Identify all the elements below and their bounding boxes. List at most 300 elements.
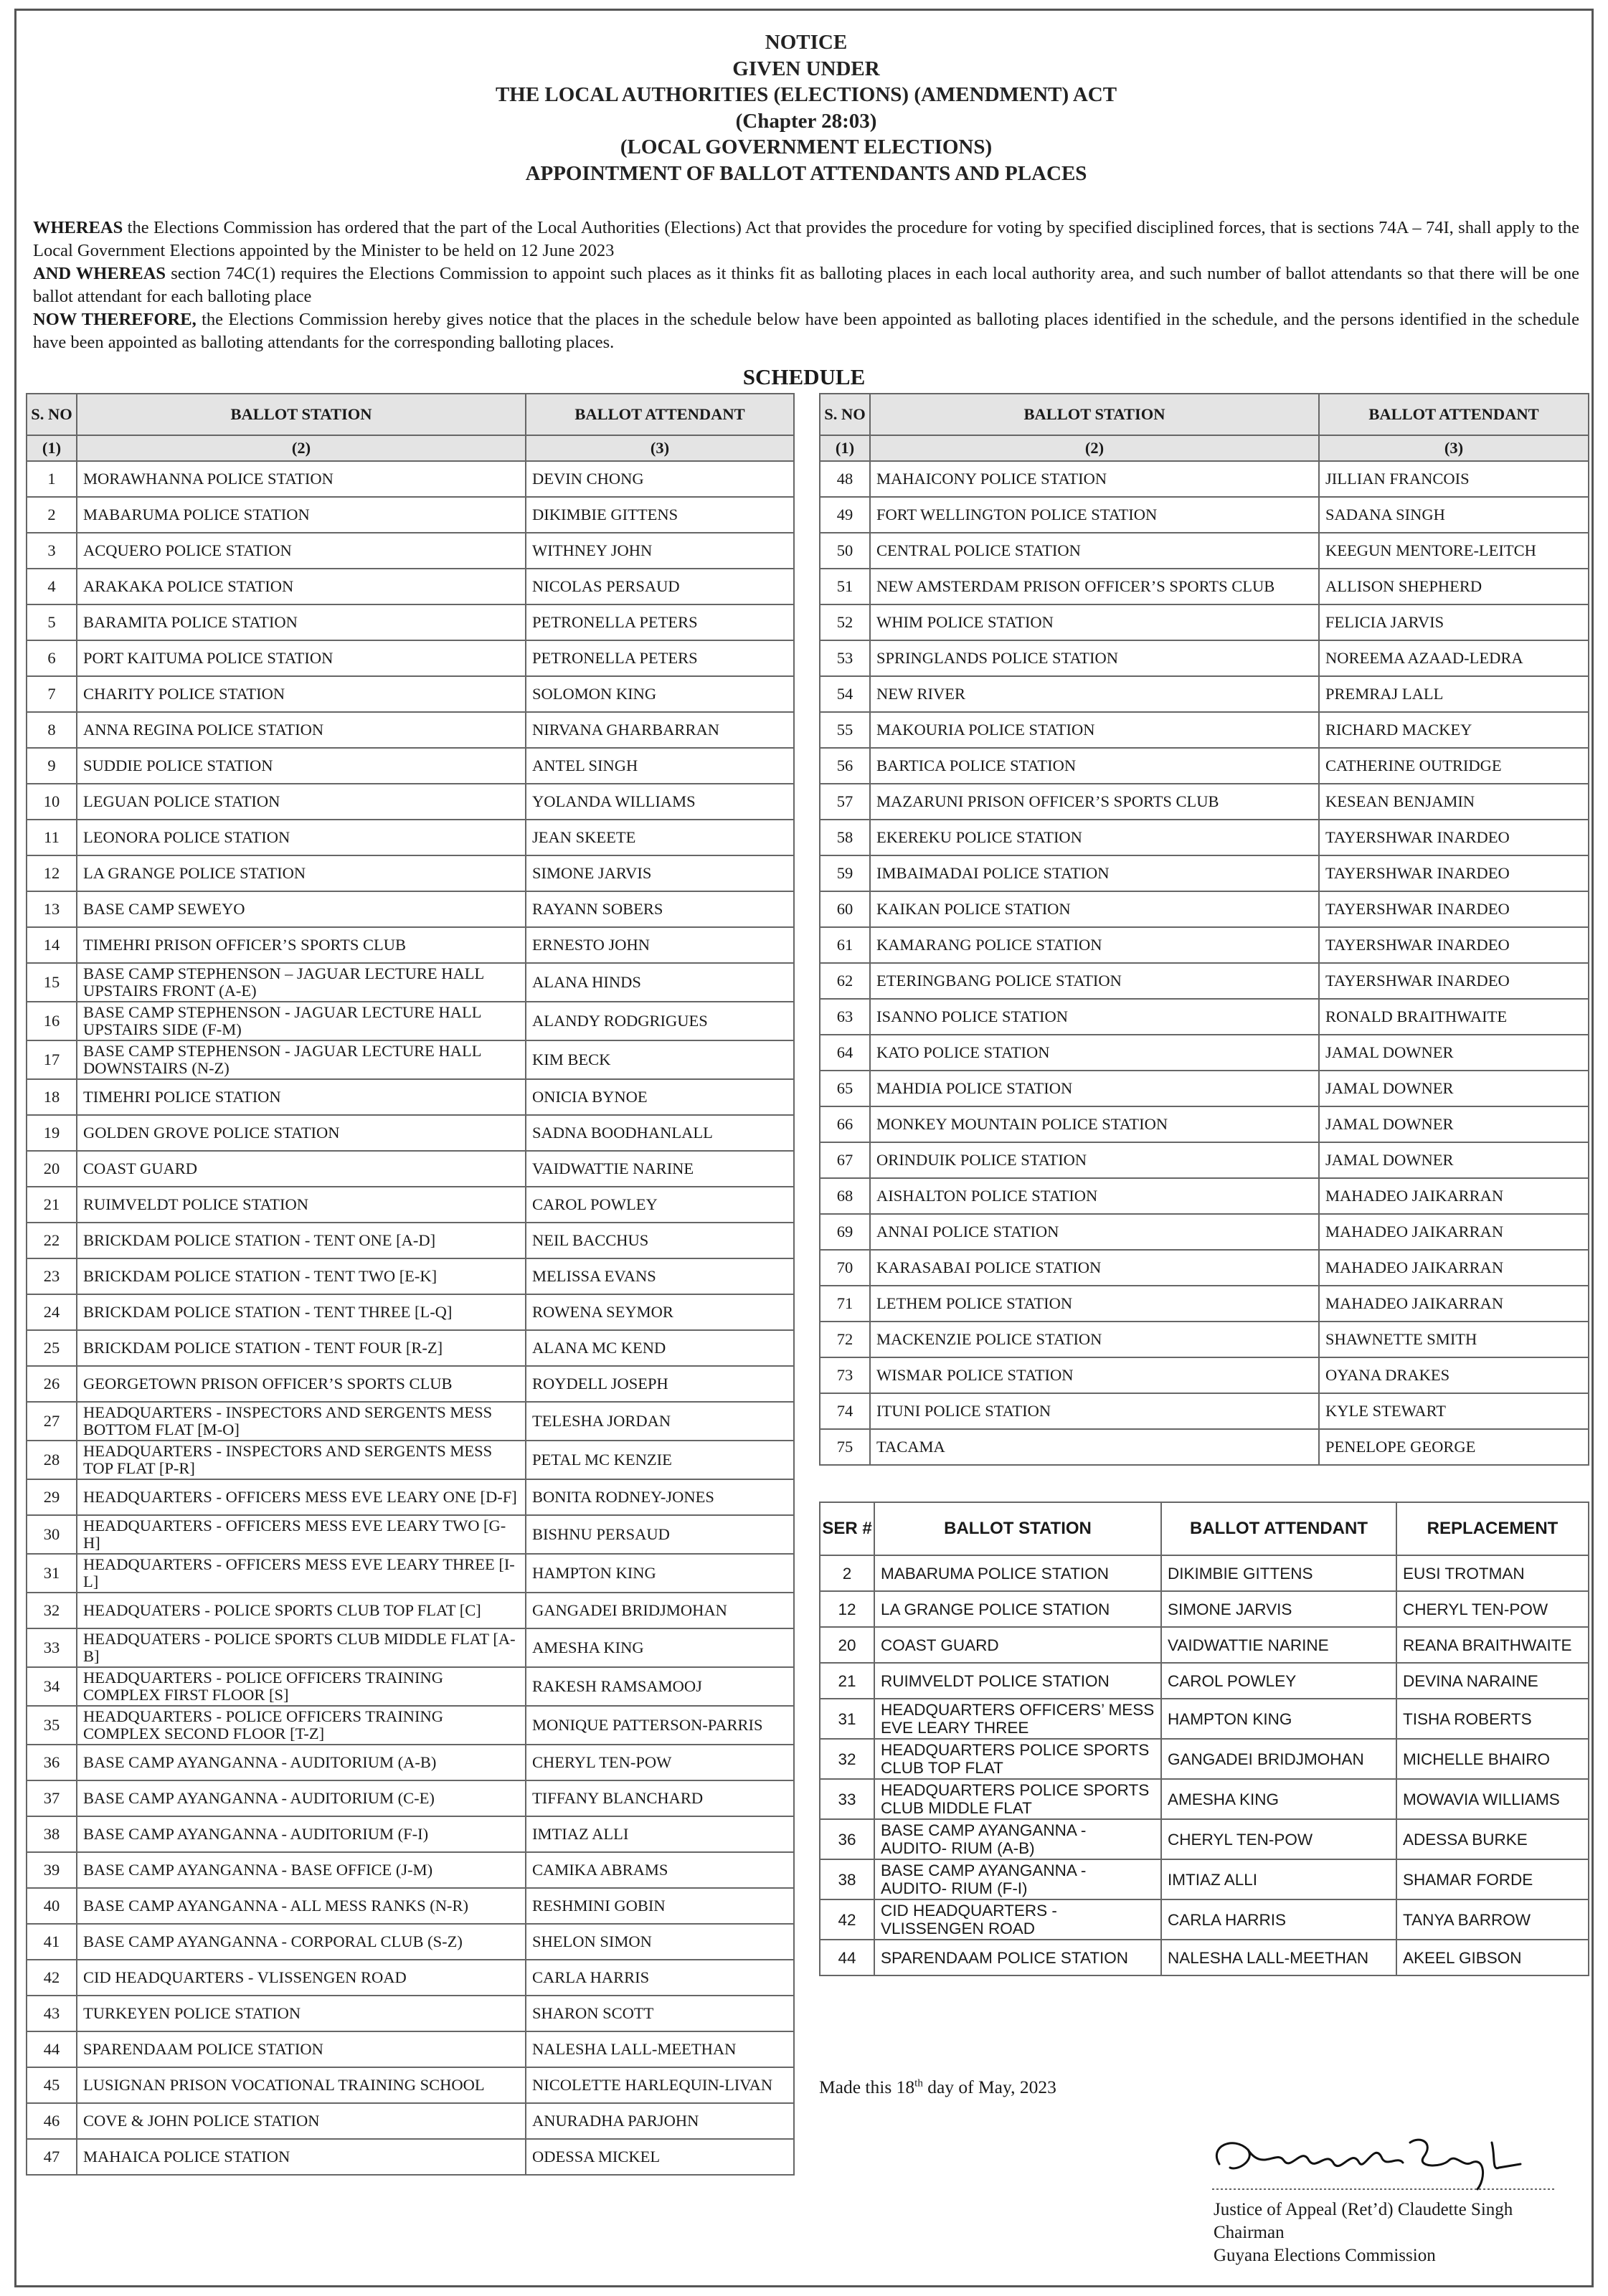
serial-number-cell: 43	[27, 1996, 77, 2031]
replacement-cell: ADESSA BURKE	[1396, 1819, 1589, 1859]
ballot-attendant-cell: GANGADEI BRIDJMOHAN	[1161, 1739, 1396, 1779]
ballot-station-cell: COAST GUARD	[77, 1151, 526, 1187]
ballot-station-cell: HEADQUARTERS POLICE SPORTS CLUB TOP FLAT	[874, 1739, 1161, 1779]
serial-number-cell: 36	[27, 1745, 77, 1780]
ballot-station-cell: HEADQUATERS - POLICE SPORTS CLUB MIDDLE FLAT [A-B]	[77, 1628, 526, 1667]
table-row	[27, 1780, 794, 1816]
replacement-cell: SHAMAR FORDE	[1396, 1859, 1589, 1899]
ballot-station-cell: ARAKAKA POLICE STATION	[77, 569, 526, 604]
ballot-attendant-cell: RONALD BRAITHWAITE	[1319, 999, 1589, 1035]
serial-number-cell: 25	[27, 1330, 77, 1366]
ballot-station-cell: HEADQUARTERS POLICE SPORTS CLUB MIDDLE FLAT	[874, 1779, 1161, 1819]
serial-number-cell: 54	[820, 676, 870, 712]
ballot-attendant-cell: YOLANDA WILLIAMS	[526, 784, 794, 820]
serial-number-cell: 7	[27, 676, 77, 712]
table-row	[27, 1816, 794, 1852]
serial-number-cell: 73	[820, 1357, 870, 1393]
ballot-attendant-cell: ROWENA SEYMOR	[526, 1294, 794, 1330]
ballot-station-cell: ANNA REGINA POLICE STATION	[77, 712, 526, 748]
preamble-text	[33, 217, 1579, 354]
table-row	[27, 2139, 794, 2175]
ballot-attendant-cell: MONIQUE PATTERSON-PARRIS	[526, 1706, 794, 1745]
serial-number-cell: 53	[820, 640, 870, 676]
ballot-station-cell: BASE CAMP AYANGANNA - CORPORAL CLUB (S-Z)	[77, 1924, 526, 1960]
ballot-station-cell: HEADQUARTERS - OFFICERS MESS EVE LEARY ONE [D-F]	[77, 1479, 526, 1515]
ballot-station-cell: KAIKAN POLICE STATION	[870, 891, 1319, 927]
table-row	[820, 855, 1589, 891]
ballot-station-cell: LEGUAN POLICE STATION	[77, 784, 526, 820]
table-row	[27, 497, 794, 533]
serial-number-cell: 71	[820, 1286, 870, 1322]
ballot-attendant-cell: HAMPTON KING	[526, 1554, 794, 1593]
serial-number-cell: 13	[27, 891, 77, 927]
ser-header: SER #	[820, 1502, 874, 1555]
ballot-station-cell: BRICKDAM POLICE STATION - TENT ONE [A-D]	[77, 1223, 526, 1258]
ballot-attendant-cell: CARLA HARRIS	[526, 1960, 794, 1996]
serial-number-cell: 5	[27, 604, 77, 640]
ballot-station-cell: HEADQUARTERS - INSPECTORS AND SERGENTS MESS TOP FLAT [P-R]	[77, 1441, 526, 1479]
repl-attendant-header: BALLOT ATTENDANT	[1161, 1502, 1396, 1555]
serial-number-cell: 4	[27, 569, 77, 604]
serial-number-cell: 70	[820, 1250, 870, 1286]
serial-number-cell: 3	[27, 533, 77, 569]
table-row	[820, 999, 1589, 1035]
made-ordinal: th	[914, 2077, 923, 2089]
made-prefix: Made this 18	[819, 2077, 915, 2097]
serial-number-cell: 27	[27, 1402, 77, 1441]
ballot-attendant-cell: MAHADEO JAIKARRAN	[1319, 1214, 1589, 1250]
ballot-attendant-cell: JAMAL DOWNER	[1319, 1035, 1589, 1071]
ballot-station-cell: NEW RIVER	[870, 676, 1319, 712]
ballot-attendant-cell: MAHADEO JAIKARRAN	[1319, 1250, 1589, 1286]
table-row	[820, 1071, 1589, 1106]
table-row	[27, 1441, 794, 1479]
serial-number-cell: 15	[27, 963, 77, 1002]
ballot-attendant-cell: ANURADHA PARJOHN	[526, 2103, 794, 2139]
serial-number-cell: 34	[27, 1667, 77, 1706]
serial-number-cell: 28	[27, 1441, 77, 1479]
ballot-attendant-cell: RICHARD MACKEY	[1319, 712, 1589, 748]
table-row	[27, 1040, 794, 1079]
ballot-station-cell: KAMARANG POLICE STATION	[870, 927, 1319, 963]
table-row	[820, 1322, 1589, 1357]
ballot-station-cell: PORT KAITUMA POLICE STATION	[77, 640, 526, 676]
header-line: (Chapter 28:03)	[735, 109, 877, 133]
now-therefore-lead: NOW THEREFORE,	[33, 310, 197, 329]
ballot-attendant-cell: SADANA SINGH	[1319, 497, 1589, 533]
now-therefore-text: the Elections Commission hereby gives notice that the places in the schedule below have been appointed as balloting places identified in the schedule, and the persons identified in the schedule have been appointed as balloting attendants for the corresponding balloting places.	[33, 310, 1579, 352]
table-row	[820, 1214, 1589, 1250]
table-row	[27, 2103, 794, 2139]
replacement-cell: TISHA ROBERTS	[1396, 1699, 1589, 1739]
ballot-attendant-cell: TAYERSHWAR INARDEO	[1319, 820, 1589, 855]
ballot-attendant-cell: JAMAL DOWNER	[1319, 1071, 1589, 1106]
ballot-attendant-cell: BONITA RODNEY-JONES	[526, 1479, 794, 1515]
attendant-header: BALLOT ATTENDANT	[1319, 394, 1589, 435]
and-whereas-lead: AND WHEREAS	[33, 264, 166, 283]
ballot-attendant-cell: CAROL POWLEY	[526, 1187, 794, 1223]
and-whereas-paragraph	[33, 262, 1579, 308]
table-row	[27, 855, 794, 891]
serial-number-cell: 55	[820, 712, 870, 748]
ballot-station-cell: BRICKDAM POLICE STATION - TENT THREE [L-Q]	[77, 1294, 526, 1330]
ser-number-cell: 2	[820, 1555, 874, 1591]
ballot-attendant-cell: ROYDELL JOSEPH	[526, 1366, 794, 1402]
ballot-attendant-cell: OYANA DRAKES	[1319, 1357, 1589, 1393]
serial-number-cell: 18	[27, 1079, 77, 1115]
ballot-attendant-cell: DEVIN CHONG	[526, 461, 794, 497]
replacement-rows	[820, 1555, 1589, 1975]
ballot-station-cell: MABARUMA POLICE STATION	[874, 1555, 1161, 1591]
ballot-attendant-cell: VAIDWATTIE NARINE	[1161, 1627, 1396, 1663]
table-row	[820, 1859, 1589, 1899]
ballot-station-cell: FORT WELLINGTON POLICE STATION	[870, 497, 1319, 533]
table-row	[27, 1996, 794, 2031]
table-row	[820, 1286, 1589, 1322]
ballot-attendant-cell: NEIL BACCHUS	[526, 1223, 794, 1258]
ballot-station-cell: AISHALTON POLICE STATION	[870, 1178, 1319, 1214]
ballot-station-cell: SPARENDAAM POLICE STATION	[77, 2031, 526, 2067]
table-row	[27, 1593, 794, 1628]
ballot-attendant-cell: CHERYL TEN-POW	[526, 1745, 794, 1780]
ballot-attendant-cell: ALANDY RODGRIGUES	[526, 1002, 794, 1040]
ballot-station-cell: RUIMVELDT POLICE STATION	[77, 1187, 526, 1223]
serial-number-cell: 58	[820, 820, 870, 855]
ballot-attendant-cell: MAHADEO JAIKARRAN	[1319, 1286, 1589, 1322]
ballot-attendant-cell: SOLOMON KING	[526, 676, 794, 712]
ballot-attendant-cell: NICOLAS PERSAUD	[526, 569, 794, 604]
table-row	[27, 1294, 794, 1330]
ballot-attendant-cell: VAIDWATTIE NARINE	[526, 1151, 794, 1187]
serial-number-cell: 74	[820, 1393, 870, 1429]
serial-number-cell: 35	[27, 1706, 77, 1745]
header-line: APPOINTMENT OF BALLOT ATTENDANTS AND PLACES	[525, 161, 1087, 185]
serial-number-cell: 23	[27, 1258, 77, 1294]
ser-number-cell: 36	[820, 1819, 874, 1859]
column-number: (1)	[27, 435, 77, 461]
table-row	[27, 891, 794, 927]
ballot-station-cell: ISANNO POLICE STATION	[870, 999, 1319, 1035]
serial-number-cell: 17	[27, 1040, 77, 1079]
table-row	[27, 1515, 794, 1554]
ser-number-cell: 32	[820, 1739, 874, 1779]
signature-image	[1205, 2128, 1564, 2193]
table-row	[820, 784, 1589, 820]
table-row	[820, 927, 1589, 963]
serial-number-cell: 62	[820, 963, 870, 999]
serial-number-cell: 21	[27, 1187, 77, 1223]
table-row	[820, 1940, 1589, 1975]
ser-number-cell: 12	[820, 1591, 874, 1627]
ballot-attendant-cell: ALANA MC KEND	[526, 1330, 794, 1366]
ser-number-cell: 42	[820, 1899, 874, 1940]
ballot-attendant-cell: SHARON SCOTT	[526, 1996, 794, 2031]
ballot-attendant-cell: CARLA HARRIS	[1161, 1899, 1396, 1940]
table-row	[27, 820, 794, 855]
serial-number-cell: 33	[27, 1628, 77, 1667]
serial-number-cell: 51	[820, 569, 870, 604]
table-row	[27, 1888, 794, 1924]
serial-number-cell: 69	[820, 1214, 870, 1250]
replacement-table	[819, 1502, 1589, 1976]
ballot-station-cell: HEADQUATERS - POLICE SPORTS CLUB TOP FLAT [C]	[77, 1593, 526, 1628]
ballot-attendant-cell: PETAL MC KENZIE	[526, 1441, 794, 1479]
table-row	[27, 461, 794, 497]
table-row	[27, 1960, 794, 1996]
serial-number-cell: 19	[27, 1115, 77, 1151]
schedule-title: SCHEDULE	[742, 364, 866, 389]
ballot-station-cell: EKEREKU POLICE STATION	[870, 820, 1319, 855]
serial-number-cell: 59	[820, 855, 870, 891]
table-row	[820, 1591, 1589, 1627]
serial-number-cell: 40	[27, 1888, 77, 1924]
ballot-station-cell: SPRINGLANDS POLICE STATION	[870, 640, 1319, 676]
ballot-station-cell: MABARUMA POLICE STATION	[77, 497, 526, 533]
ballot-attendant-cell: KESEAN BENJAMIN	[1319, 784, 1589, 820]
table-row	[27, 1667, 794, 1706]
ballot-station-cell: BARTICA POLICE STATION	[870, 748, 1319, 784]
serial-number-cell: 11	[27, 820, 77, 855]
ballot-station-cell: HEADQUARTERS - OFFICERS MESS EVE LEARY THREE [I-L]	[77, 1554, 526, 1593]
ballot-attendant-cell: SHELON SIMON	[526, 1924, 794, 1960]
table-row	[27, 604, 794, 640]
ballot-station-cell: BARAMITA POLICE STATION	[77, 604, 526, 640]
ballot-attendant-cell: KIM BECK	[526, 1040, 794, 1079]
ser-number-cell: 21	[820, 1663, 874, 1699]
serial-number-cell: 45	[27, 2067, 77, 2103]
serial-number-cell: 10	[27, 784, 77, 820]
serial-number-cell: 50	[820, 533, 870, 569]
column-number: (3)	[1319, 435, 1589, 461]
ballot-attendant-cell: ANTEL SINGH	[526, 748, 794, 784]
serial-number-cell: 60	[820, 891, 870, 927]
serial-number-cell: 20	[27, 1151, 77, 1187]
ballot-attendant-cell: PETRONELLA PETERS	[526, 640, 794, 676]
ballot-station-cell: RUIMVELDT POLICE STATION	[874, 1663, 1161, 1699]
table-row	[27, 1706, 794, 1745]
ballot-station-cell: LEONORA POLICE STATION	[77, 820, 526, 855]
ballot-attendant-cell: AMESHA KING	[526, 1628, 794, 1667]
table-row	[27, 533, 794, 569]
serial-number-cell: 44	[27, 2031, 77, 2067]
header-line: GIVEN UNDER	[732, 57, 880, 80]
ballot-station-cell: MAHAICONY POLICE STATION	[870, 461, 1319, 497]
serial-number-cell: 39	[27, 1852, 77, 1888]
replacement-cell: CHERYL TEN-POW	[1396, 1591, 1589, 1627]
table-row	[27, 963, 794, 1002]
table-row	[820, 569, 1589, 604]
ballot-attendant-cell: TAYERSHWAR INARDEO	[1319, 927, 1589, 963]
ballot-station-cell: BASE CAMP AYANGANNA - BASE OFFICE (J-M)	[77, 1852, 526, 1888]
ballot-attendant-cell: NOREEMA AZAAD-LEDRA	[1319, 640, 1589, 676]
serial-number-cell: 6	[27, 640, 77, 676]
replacement-cell: AKEEL GIBSON	[1396, 1940, 1589, 1975]
serial-number-cell: 16	[27, 1002, 77, 1040]
ballot-attendant-cell: CATHERINE OUTRIDGE	[1319, 748, 1589, 784]
serial-number-cell: 1	[27, 461, 77, 497]
table-row	[820, 1142, 1589, 1178]
ballot-attendant-cell: CHERYL TEN-POW	[1161, 1819, 1396, 1859]
replacement-cell: MICHELLE BHAIRO	[1396, 1739, 1589, 1779]
ballot-station-cell: HEADQUARTERS OFFICERS’ MESS EVE LEARY THREE	[874, 1699, 1161, 1739]
ballot-station-cell: ITUNI POLICE STATION	[870, 1393, 1319, 1429]
ballot-attendant-cell: SIMONE JARVIS	[526, 855, 794, 891]
ballot-station-cell: COVE & JOHN POLICE STATION	[77, 2103, 526, 2139]
ser-number-cell: 33	[820, 1779, 874, 1819]
table-row	[27, 1924, 794, 1960]
table-row	[27, 927, 794, 963]
table-row	[820, 820, 1589, 855]
table-row	[820, 533, 1589, 569]
ballot-station-cell: BASE CAMP AYANGANNA - AUDITORIUM (C-E)	[77, 1780, 526, 1816]
serial-number-cell: 49	[820, 497, 870, 533]
ballot-attendant-cell: ERNESTO JOHN	[526, 927, 794, 963]
serial-number-cell: 46	[27, 2103, 77, 2139]
ballot-station-cell: BASE CAMP STEPHENSON - JAGUAR LECTURE HALL DOWNSTAIRS (N-Z)	[77, 1040, 526, 1079]
ballot-attendant-cell: MAHADEO JAIKARRAN	[1319, 1178, 1589, 1214]
ballot-attendant-cell: DIKIMBIE GITTENS	[526, 497, 794, 533]
table-row	[27, 1402, 794, 1441]
ballot-attendant-cell: IMTIAZ ALLI	[526, 1816, 794, 1852]
ballot-attendant-cell: SHAWNETTE SMITH	[1319, 1322, 1589, 1357]
ballot-attendant-cell: NIRVANA GHARBARRAN	[526, 712, 794, 748]
serial-number-cell: 32	[27, 1593, 77, 1628]
table-row	[820, 1429, 1589, 1465]
ballot-attendant-cell: HAMPTON KING	[1161, 1699, 1396, 1739]
serial-number-cell: 37	[27, 1780, 77, 1816]
serial-number-cell: 24	[27, 1294, 77, 1330]
table-row	[820, 1106, 1589, 1142]
ballot-attendant-cell: FELICIA JARVIS	[1319, 604, 1589, 640]
table-row	[820, 963, 1589, 999]
table-row	[27, 748, 794, 784]
replacement-cell: TANYA BARROW	[1396, 1899, 1589, 1940]
ser-number-cell: 20	[820, 1627, 874, 1663]
table-row	[820, 712, 1589, 748]
serial-number-cell: 22	[27, 1223, 77, 1258]
whereas-lead: WHEREAS	[33, 218, 123, 237]
table-row	[820, 1663, 1589, 1699]
ballot-station-cell: NEW AMSTERDAM PRISON OFFICER’S SPORTS CLUB	[870, 569, 1319, 604]
table-row	[820, 1899, 1589, 1940]
ballot-attendant-cell: TIFFANY BLANCHARD	[526, 1780, 794, 1816]
ballot-station-cell: HEADQUARTERS - POLICE OFFICERS TRAINING COMPLEX SECOND FLOOR [T-Z]	[77, 1706, 526, 1745]
repl-station-header: BALLOT STATION	[874, 1502, 1161, 1555]
ballot-station-cell: ANNAI POLICE STATION	[870, 1214, 1319, 1250]
table-row	[820, 1699, 1589, 1739]
table-row	[820, 891, 1589, 927]
serial-number-cell: 61	[820, 927, 870, 963]
table-row	[27, 712, 794, 748]
ballot-station-cell: ACQUERO POLICE STATION	[77, 533, 526, 569]
table-row	[27, 1554, 794, 1593]
ballot-station-cell: CID HEADQUARTERS - VLISSENGEN ROAD	[874, 1899, 1161, 1940]
ballot-attendant-cell: JAMAL DOWNER	[1319, 1142, 1589, 1178]
table-row	[27, 1258, 794, 1294]
table-row	[820, 1035, 1589, 1071]
station-header: BALLOT STATION	[77, 394, 526, 435]
made-suffix: day of May, 2023	[922, 2077, 1056, 2097]
ballot-station-cell: BRICKDAM POLICE STATION - TENT FOUR [R-Z]	[77, 1330, 526, 1366]
serial-number-cell: 12	[27, 855, 77, 891]
table-row	[820, 1393, 1589, 1429]
ballot-station-cell: TURKEYEN POLICE STATION	[77, 1996, 526, 2031]
table-row	[27, 1366, 794, 1402]
ballot-attendant-cell: RESHMINI GOBIN	[526, 1888, 794, 1924]
ballot-attendant-cell: NICOLETTE HARLEQUIN-LIVAN	[526, 2067, 794, 2103]
schedule-table-right	[819, 393, 1589, 1466]
table-row	[27, 784, 794, 820]
ballot-attendant-cell: SADNA BOODHANLALL	[526, 1115, 794, 1151]
ballot-station-cell: MAZARUNI PRISON OFFICER’S SPORTS CLUB	[870, 784, 1319, 820]
serial-number-cell: 42	[27, 1960, 77, 1996]
header-line: (LOCAL GOVERNMENT ELECTIONS)	[620, 136, 993, 158]
ballot-attendant-cell: IMTIAZ ALLI	[1161, 1859, 1396, 1899]
table-row	[27, 1187, 794, 1223]
serial-number-cell: 52	[820, 604, 870, 640]
table-row	[820, 1779, 1589, 1819]
table-row	[27, 2067, 794, 2103]
ser-number-cell: 44	[820, 1940, 874, 1975]
ballot-station-cell: CID HEADQUARTERS - VLISSENGEN ROAD	[77, 1960, 526, 1996]
ballot-station-cell: COAST GUARD	[874, 1627, 1161, 1663]
ballot-attendant-cell: TAYERSHWAR INARDEO	[1319, 891, 1589, 927]
serial-number-cell: 29	[27, 1479, 77, 1515]
table-row	[820, 461, 1589, 497]
ballot-station-cell: LETHEM POLICE STATION	[870, 1286, 1319, 1322]
table-row	[27, 1628, 794, 1667]
ballot-station-cell: CHARITY POLICE STATION	[77, 676, 526, 712]
table-row	[820, 748, 1589, 784]
ballot-attendant-cell: ONICIA BYNOE	[526, 1079, 794, 1115]
table-row	[820, 1178, 1589, 1214]
ballot-station-cell: MAHDIA POLICE STATION	[870, 1071, 1319, 1106]
ballot-station-cell: LA GRANGE POLICE STATION	[874, 1591, 1161, 1627]
table-row	[820, 497, 1589, 533]
table-row	[27, 1002, 794, 1040]
replacement-cell: MOWAVIA WILLIAMS	[1396, 1779, 1589, 1819]
sno-header: S. NO	[27, 394, 77, 435]
table-row	[27, 569, 794, 604]
ballot-station-cell: SPARENDAAM POLICE STATION	[874, 1940, 1161, 1975]
ballot-station-cell: HEADQUARTERS - OFFICERS MESS EVE LEARY TWO [G-H]	[77, 1515, 526, 1554]
table-row	[820, 1819, 1589, 1859]
attendant-header: BALLOT ATTENDANT	[526, 394, 794, 435]
ballot-attendant-cell: SIMONE JARVIS	[1161, 1591, 1396, 1627]
serial-number-cell: 72	[820, 1322, 870, 1357]
serial-number-cell: 38	[27, 1816, 77, 1852]
ballot-station-cell: BASE CAMP STEPHENSON – JAGUAR LECTURE HALL UPSTAIRS FRONT (A-E)	[77, 963, 526, 1002]
ballot-station-cell: WISMAR POLICE STATION	[870, 1357, 1319, 1393]
header-line: NOTICE	[765, 31, 848, 54]
ballot-attendant-cell: WITHNEY JOHN	[526, 533, 794, 569]
ballot-station-cell: MACKENZIE POLICE STATION	[870, 1322, 1319, 1357]
ballot-station-cell: BASE CAMP SEWEYO	[77, 891, 526, 927]
ballot-attendant-cell: JILLIAN FRANCOIS	[1319, 461, 1589, 497]
ballot-attendant-cell: ODESSA MICKEL	[526, 2139, 794, 2175]
table-row	[820, 640, 1589, 676]
signatory-title: Justice of Appeal (Ret’d) Claudette Singh	[1214, 2200, 1513, 2219]
replacement-cell: REANA BRAITHWAITE	[1396, 1627, 1589, 1663]
ballot-attendant-cell: TAYERSHWAR INARDEO	[1319, 963, 1589, 999]
table-row	[820, 1627, 1589, 1663]
ballot-attendant-cell: DIKIMBIE GITTENS	[1161, 1555, 1396, 1591]
ballot-attendant-cell: TELESHA JORDAN	[526, 1402, 794, 1441]
ballot-station-cell: BASE CAMP AYANGANNA - ALL MESS RANKS (N-R)	[77, 1888, 526, 1924]
ser-number-cell: 31	[820, 1699, 874, 1739]
serial-number-cell: 67	[820, 1142, 870, 1178]
column-number: (2)	[870, 435, 1319, 461]
